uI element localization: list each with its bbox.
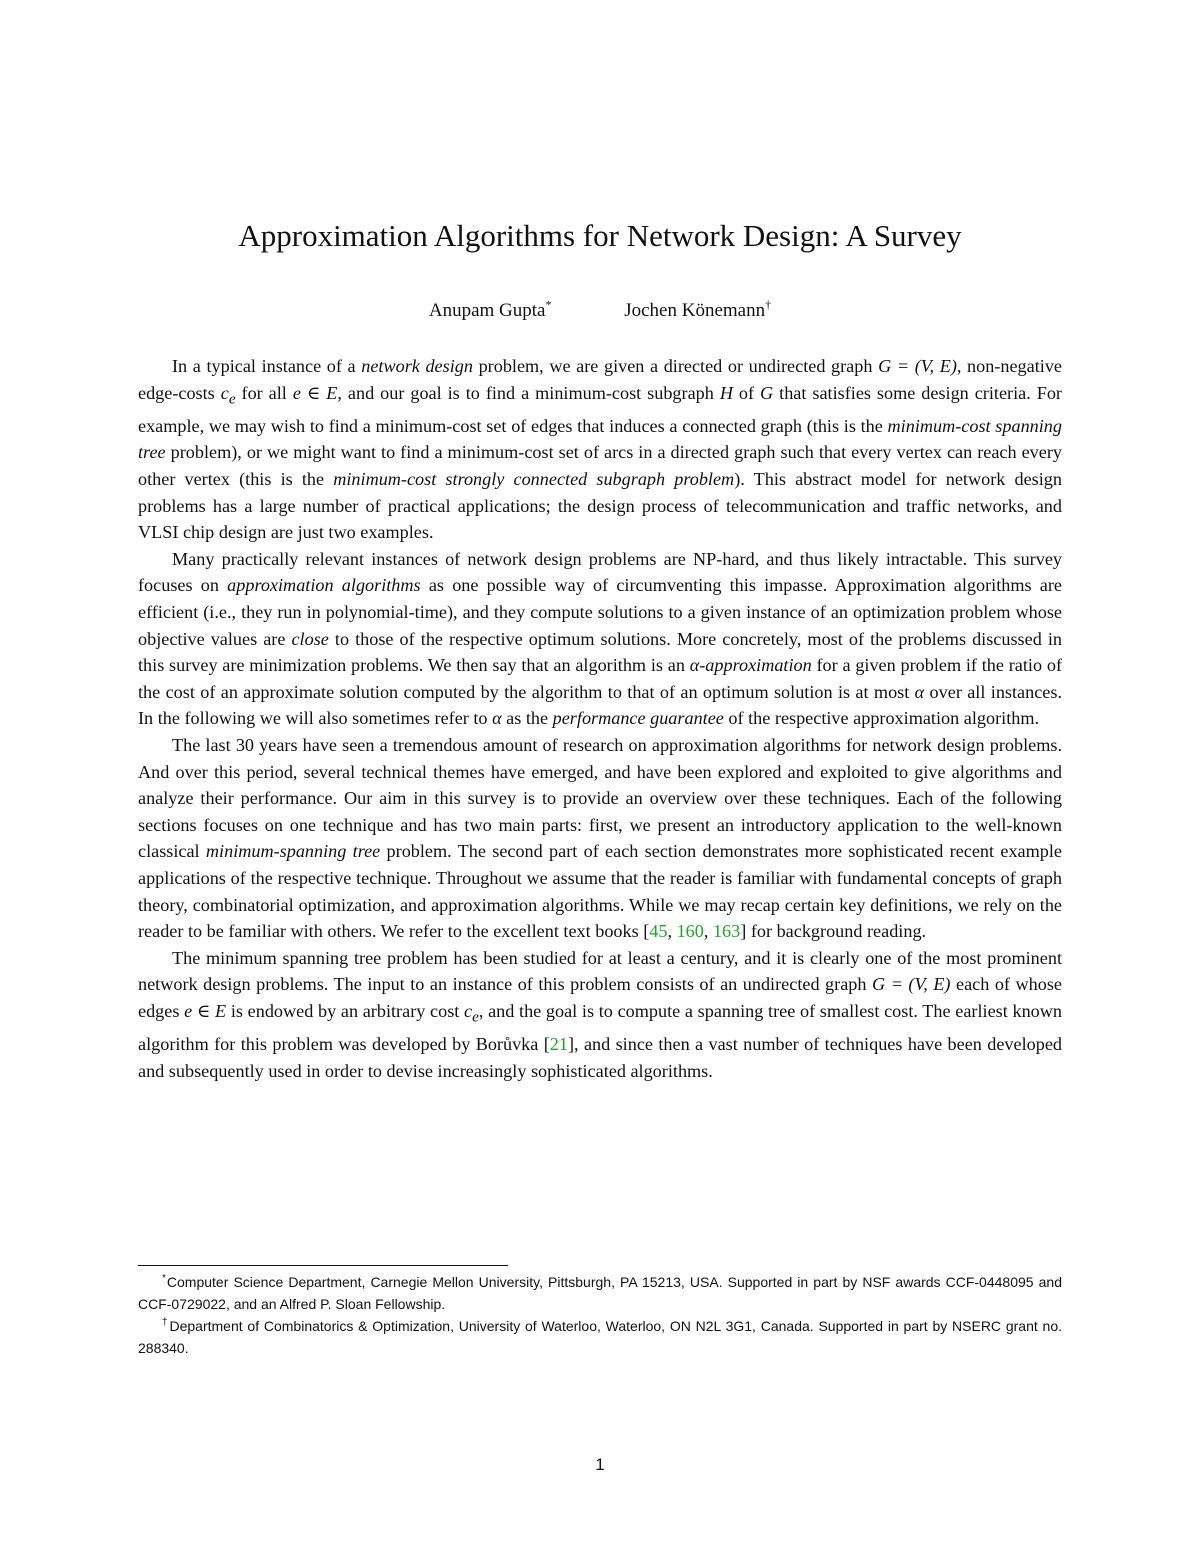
math-subscript: e (228, 390, 236, 408)
text-run: problem. The second part of each section demonstrates more sophisticated recent example applications of the respective technique. Throughout we assume that the reader is familiar with fundamental concepts of graph theory, combinatorial optimization, and approximation algorithms. While we may recap certain key definitions, we rely on the reader to be familiar with others. We refer to the excellent text books [ (138, 841, 1062, 942)
emphasis: close (291, 628, 329, 649)
text-run: of the respective approximation algorithm. (723, 708, 1040, 729)
text-run: Many practically relevant instances of network design problems are NP-hard, and thus likely intractable. This survey focuses on (138, 548, 1062, 596)
text-run: ). This abstract model for network design problems has a large number of practical applications; the design process of telecommunication and traffic networks, and VLSI chip design are just two examples. (138, 469, 1062, 543)
text-run: , non-negative edge-costs (138, 356, 1062, 403)
math: G (760, 382, 774, 403)
emphasis: approximation algorithms (227, 575, 421, 596)
emphasis: network design (361, 356, 473, 376)
paragraph-4 (138, 945, 1062, 1085)
text-run: over all instances. In the following we will also sometimes refer to (138, 681, 1062, 729)
text-run: , (667, 921, 677, 942)
text-run: as one possible way of circumventing this impasse. Approximation algorithms are efficient (i.e., they run in polynomial-time), and they compute solutions to a given instance of an optimization problem whose objective values are (138, 575, 1063, 649)
author-gupta (429, 296, 552, 326)
paragraph-3 (138, 732, 1062, 945)
text-run: ], and since then a vast number of techniques have been developed and subsequently used in order to devise increasingly sophisticated algorithms. (138, 1034, 1062, 1081)
math: α (914, 681, 925, 702)
footnote-text: Department of Combinatorics & Optimization, University of Waterloo, Waterloo, ON N2L 3G1, Canada. Supported in part by NSERC grant no. 288340. (138, 1318, 1062, 1356)
text-run: as the (501, 708, 553, 729)
emphasis: minimum-cost spanning tree (138, 415, 1062, 463)
math: G = (V, E) (878, 356, 957, 376)
text-run: for all (235, 382, 293, 403)
author-list (0, 296, 1200, 326)
text-run: problem, we are given a directed or undirected graph (472, 356, 879, 376)
text-run: The last 30 years have seen a tremendous amount of research on approximation algorithms for network design problems. And over this period, several technical themes have emerged, and have been explored and exploited to give algorithms and analyze their performance. Our aim in this survey is to provide an overview over these techniques. Each of the following sections focuses on one technique and has two main parts: first, we present an introductory application to the well-known classical (138, 734, 1062, 862)
citation-link[interactable]: 21 (549, 1034, 568, 1055)
footnote-mark: † (162, 1317, 169, 1329)
text-run: In a typical instance of a (172, 356, 362, 376)
text-run: The minimum spanning tree problem has been studied for at least a century, and it is clearly one of the most prominent network design problems. The input to an instance of this problem consists of an undirected graph (138, 947, 1062, 995)
author-name: Anupam Gupta (428, 300, 546, 321)
paragraph-2 (138, 546, 1062, 732)
emphasis: performance guarantee (552, 708, 724, 729)
footnote-mark: * (162, 1273, 166, 1285)
author-konemann (624, 296, 771, 326)
text-run: that satisfies some design criteria. For example, we may wish to find a minimum-cost set of edges that induces a connected graph (this is the (138, 382, 1062, 436)
math: e ∈ E (184, 1000, 227, 1021)
text-run: , (703, 921, 713, 942)
footnote-2 (138, 1315, 1062, 1359)
citation-link[interactable]: 163 (712, 921, 741, 942)
footnote-text: Computer Science Department, Carnegie Mellon University, Pittsburgh, PA 15213, USA. Supported in part by NSF awards CCF-0448095 and CCF-0729022, and an Alfred P. Sloan Fellowship. (138, 1274, 1062, 1312)
text-run: each of whose edges (138, 974, 1062, 1021)
paper-body (138, 353, 1062, 1084)
math: c (464, 1000, 473, 1021)
footnote-divider (138, 1265, 508, 1266)
footnote-mark: * (545, 297, 552, 312)
math: c (220, 382, 229, 403)
math: e ∈ E (292, 382, 338, 403)
citation-link[interactable]: 160 (676, 921, 704, 942)
citation-link[interactable]: 45 (649, 921, 668, 942)
text-run: problem), or we might want to find a minimum-cost set of arcs in a directed graph such that every vertex can reach every other vertex (this is the (138, 442, 1062, 490)
text-run: to those of the respective optimum solutions. More concretely, most of the problems discussed in this survey are minimization problems. We then say that an algorithm is an (138, 628, 1062, 676)
emphasis: minimum-spanning tree (205, 841, 381, 862)
paper-title: Approximation Algorithms for Network Design: A Survey (238, 218, 962, 253)
footnote-mark: † (765, 297, 772, 312)
text-run: is endowed by an arbitrary cost (226, 1000, 465, 1021)
math-subscript: e (472, 1008, 479, 1026)
author-name: Jochen Könemann (624, 300, 766, 321)
text-run: , and the goal is to compute a spanning tree of smallest cost. The earliest known algorithm for this problem was developed by Borůvka [ (138, 1000, 1062, 1055)
page-number: 1 (595, 1455, 605, 1474)
emphasis: α-approximation (689, 655, 812, 676)
paragraph-1 (138, 353, 1062, 546)
footnote-1 (138, 1271, 1062, 1315)
footnotes (138, 1271, 1062, 1359)
text-run: , and our goal is to find a minimum-cost subgraph (337, 382, 720, 403)
math: G = (V, E) (871, 974, 951, 995)
text-run: of (732, 382, 761, 403)
text-run: for a given problem if the ratio of the cost of an approximate solution computed by the algorithm to that of an optimum solution is at most (138, 655, 1062, 702)
text-run: ] for background reading. (740, 921, 927, 942)
emphasis: minimum-cost strongly connected subgraph problem (333, 469, 735, 490)
math: α (492, 708, 502, 729)
math: H (719, 382, 733, 403)
